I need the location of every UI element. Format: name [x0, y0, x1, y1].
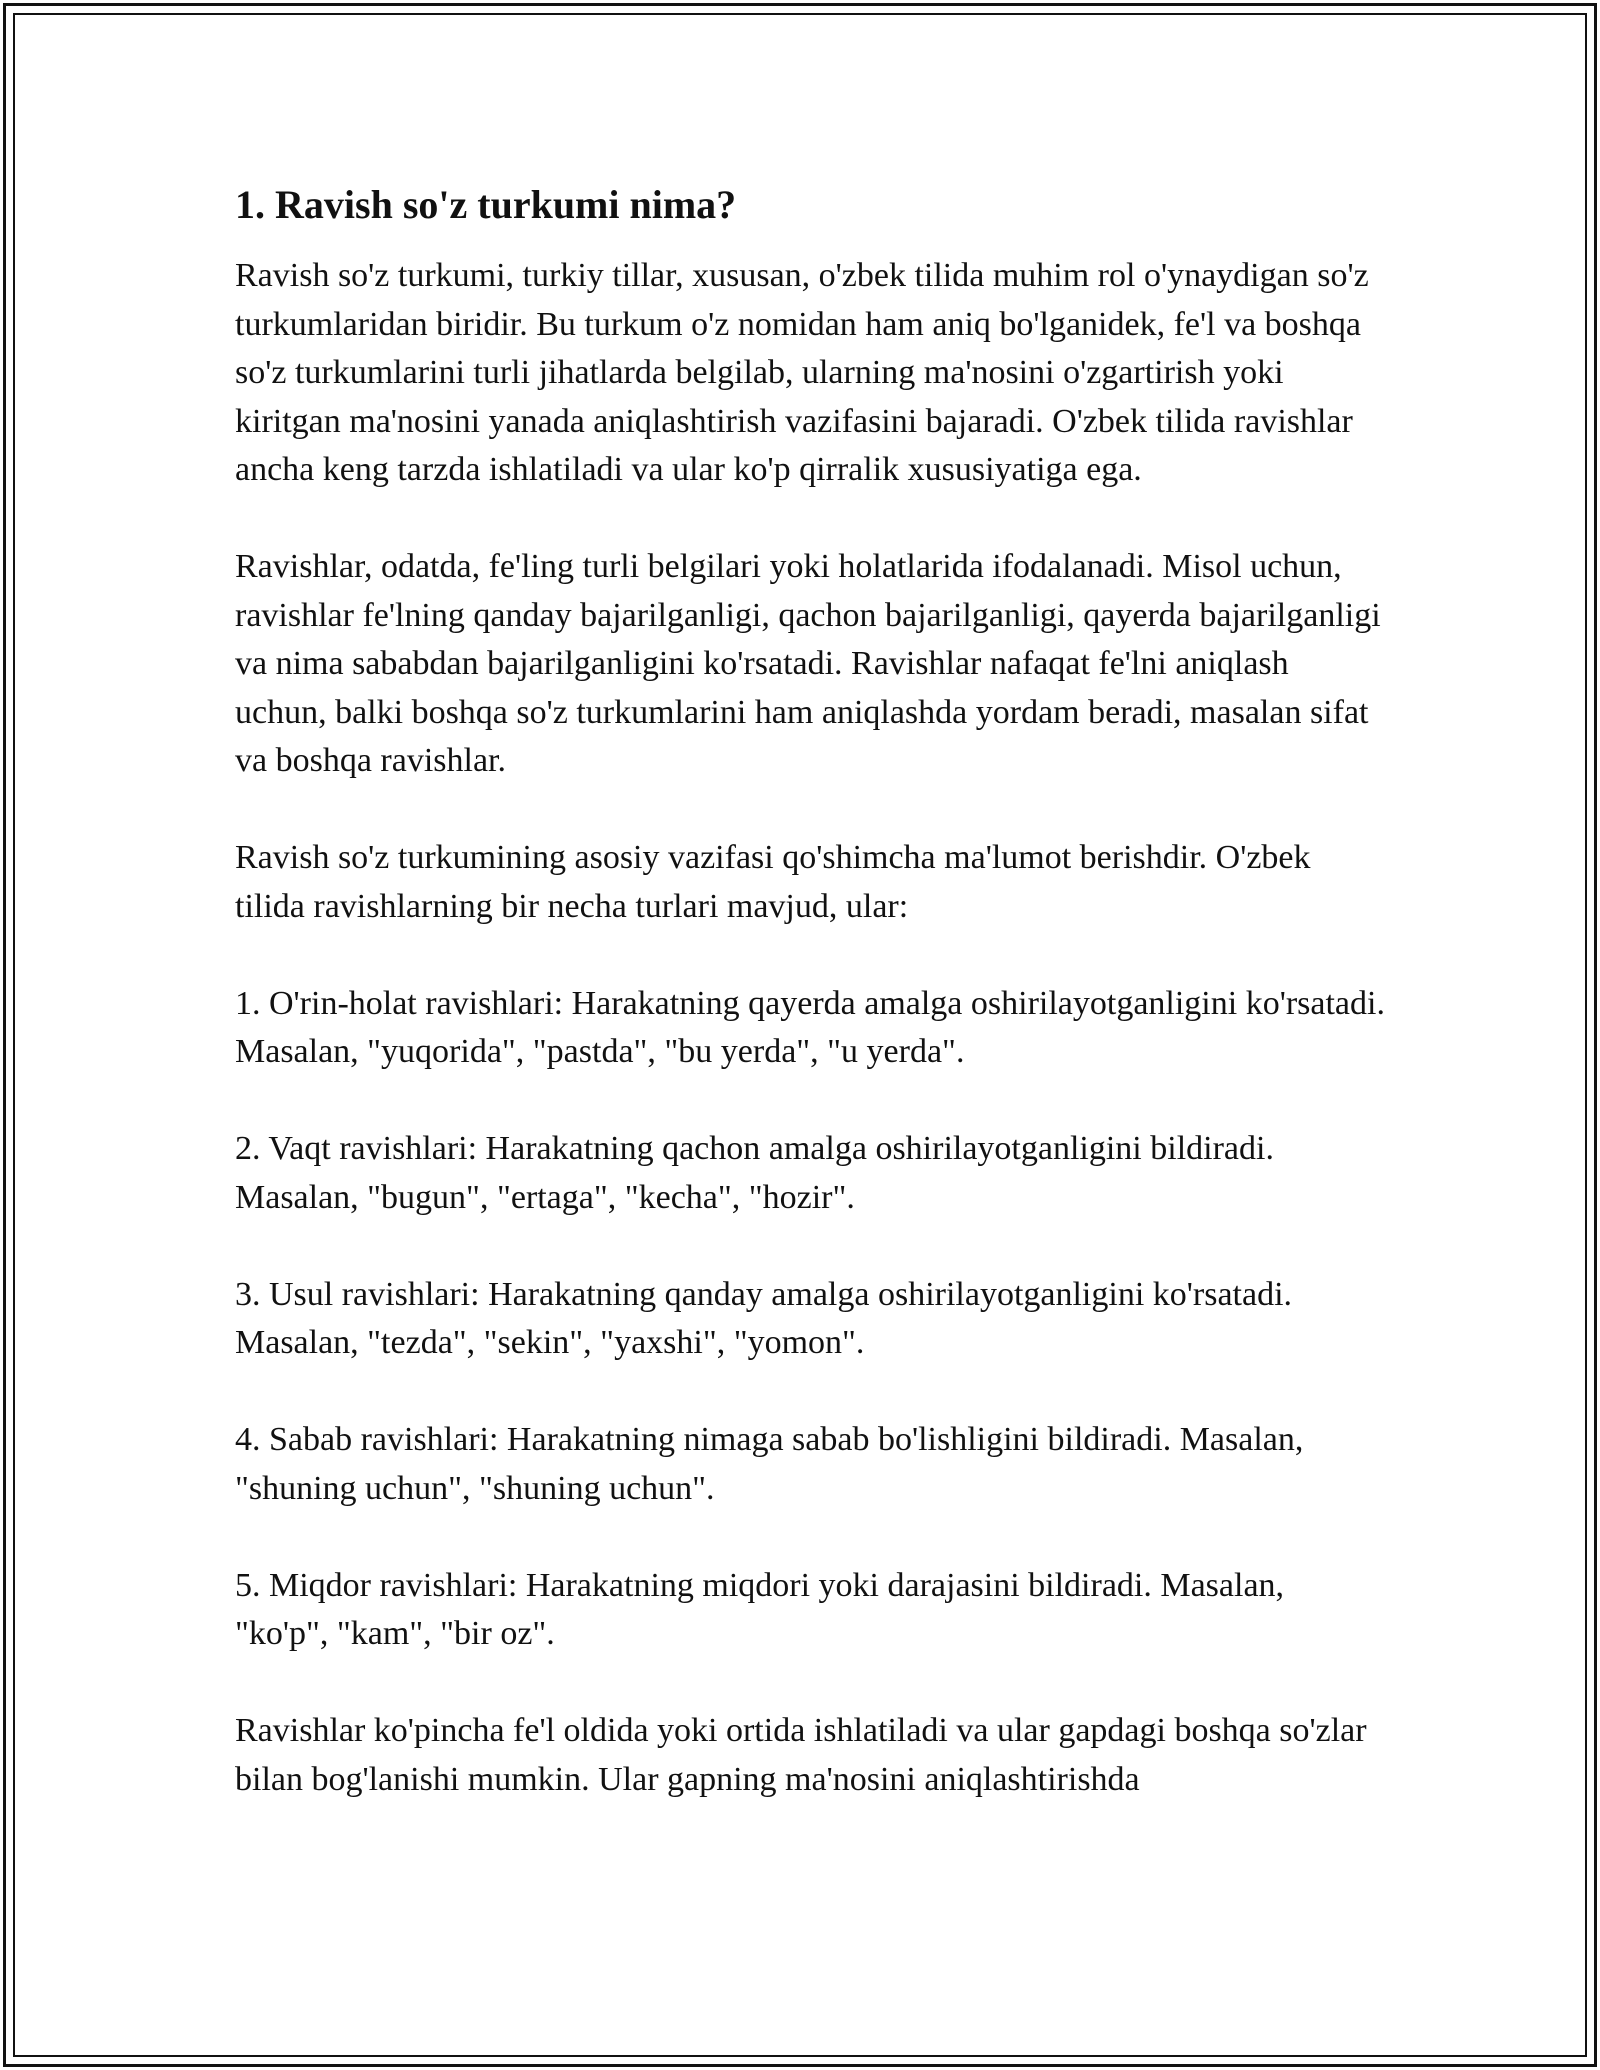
paragraph-usage: Ravishlar, odatda, fe'ling turli belgilari yoki holatlarida ifodalanadi. Misol uchun, ravishlar fe'lning qanday bajarilganligi, qachon bajarilganligi, qayerda bajarilganligi va nima sababdan bajarilganligini ko'rsatadi. Ravishlar nafaqat fe'lni aniqlash uchun, balki boshqa so'z turkumlarini ham aniqlashda yordam beradi, masalan sifat va boshqa ravishlar.	[235, 548, 1381, 779]
list-item-quantity: 5. Miqdor ravishlari: Harakatning miqdori yoki darajasini bildiradi. Masalan, "ko'p", "kam", "bir oz".	[235, 1566, 1285, 1652]
paragraph-intro: Ravish so'z turkumi, turkiy tillar, xususan, o'zbek tilida muhim rol o'ynaydigan so'z turkumlaridan biridir. Bu turkum o'z nomidan ham aniq bo'lganidek, fe'l va boshqa so'z turkumlarini turli jihatlarda belgilab, ularning ma'nosini o'zgartirish yoki kiritgan ma'nosini yanada aniqlashtirish vazifasini bajaradi. O'zbek tilida ravishlar ancha keng tarzda ishlatiladi va ular ko'p qirralik xususiyatiga ega.	[235, 257, 1369, 488]
paragraph-closing: Ravishlar ko'pincha fe'l oldida yoki ortida ishlatiladi va ular gapdagi boshqa so'zlar bilan bog'lanishi mumkin. Ular gapning ma'nosini aniqlashtirishda	[235, 1712, 1367, 1798]
list-item-manner: 3. Usul ravishlari: Harakatning qanday amalga oshirilayotganligini ko'rsatadi. Masalan, "tezda", "sekin", "yaxshi", "yomon".	[235, 1275, 1293, 1361]
list-item-reason: 4. Sabab ravishlari: Harakatning nimaga sabab bo'lishligini bildiradi. Masalan, "shuning uchun", "shuning uchun".	[235, 1421, 1304, 1507]
section-heading: 1. Ravish so'z turkumi nima?	[235, 182, 737, 227]
list-item-place: 1. O'rin-holat ravishlari: Harakatning qayerda amalga oshirilayotganligini ko'rsatadi. Masalan, "yuqorida", "pastda", "bu yerda", "u yerda".	[235, 984, 1385, 1070]
list-item-time: 2. Vaqt ravishlari: Harakatning qachon amalga oshirilayotganligini bildiradi. Masalan, "bugun", "ertaga", "kecha", "hozir".	[235, 1130, 1274, 1216]
document-page	[235, 180, 1385, 1853]
paragraph-types-intro: Ravish so'z turkumining asosiy vazifasi qo'shimcha ma'lumot berishdir. O'zbek tilida ravishlarning bir necha turlari mavjud, ular:	[235, 839, 1311, 925]
